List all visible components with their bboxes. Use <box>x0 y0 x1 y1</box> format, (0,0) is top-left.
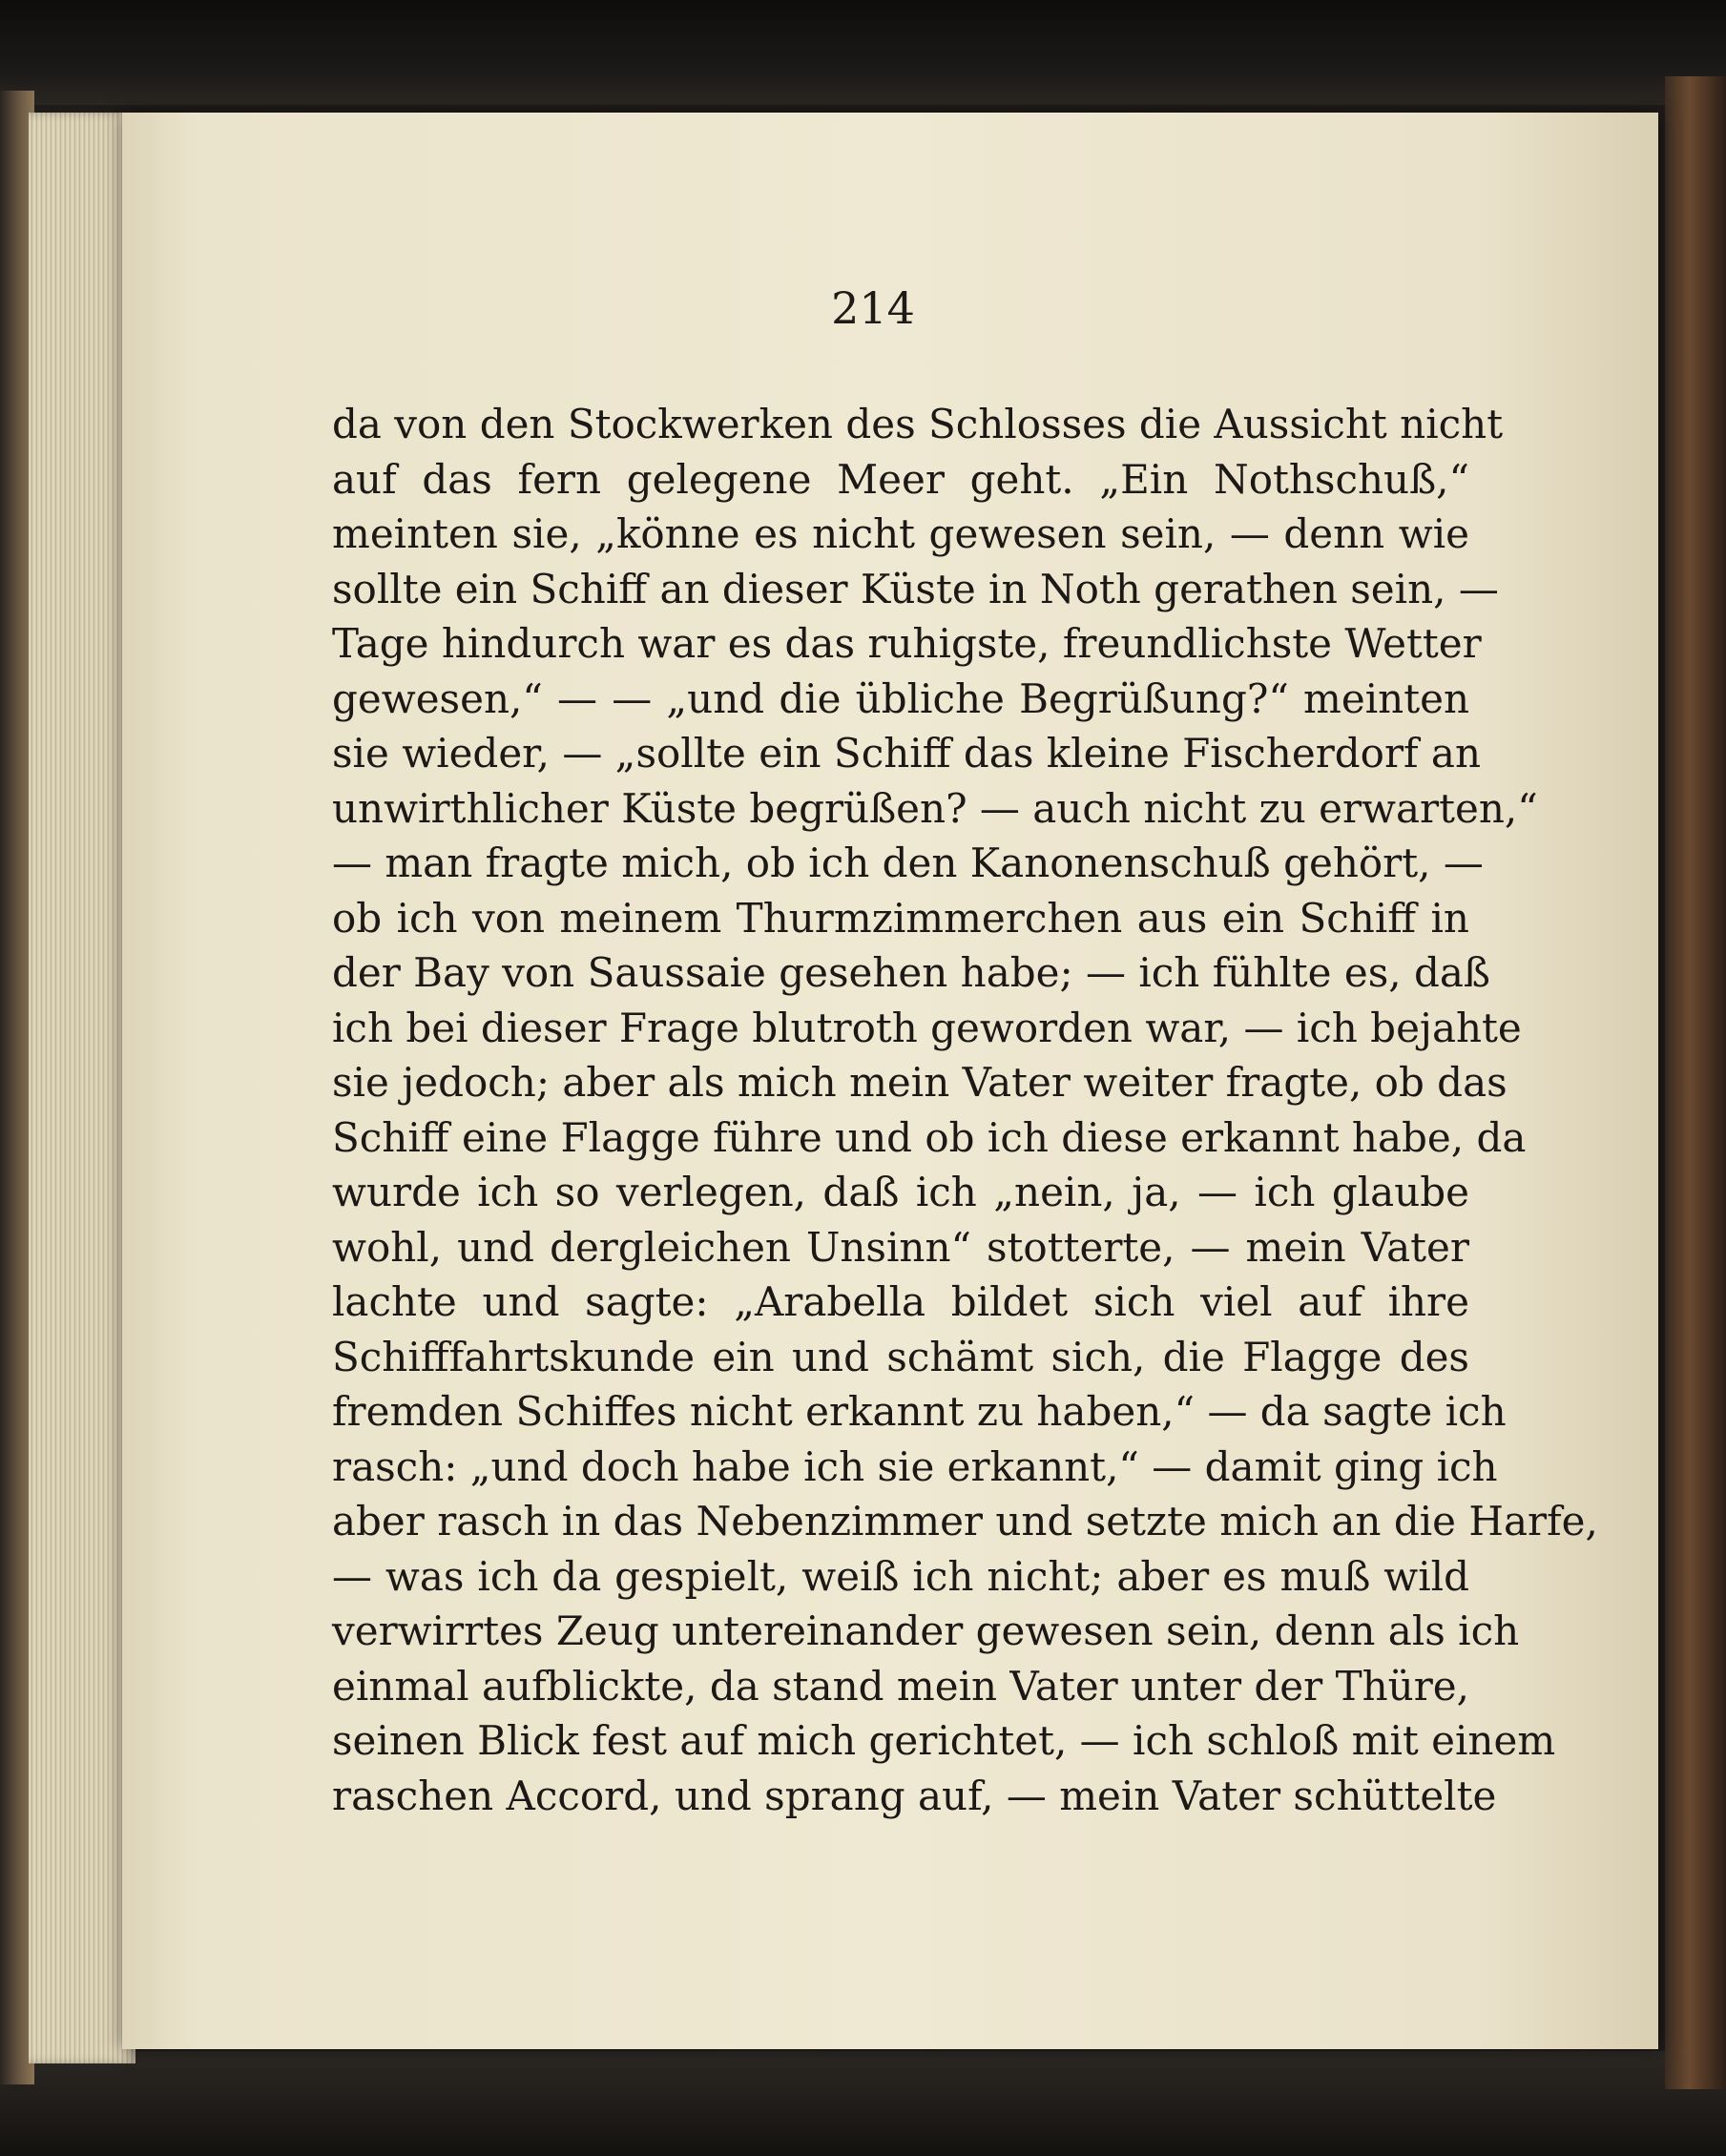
text-line: sie jedoch; aber als mich mein Vater weiter fragte, ob das <box>332 1059 1508 1106</box>
page-number: 214 <box>831 282 915 334</box>
text-line: verwirrtes Zeug untereinander gewesen sein, denn als ich <box>332 1607 1520 1654</box>
page-stack-edges <box>29 113 135 2063</box>
text-line: wurde ich so verlegen, daß ich „nein, ja, — ich glaube <box>332 1169 1469 1215</box>
text-line: ob ich von meinem Thurmzimmerchen aus ein Schiff in <box>332 894 1469 942</box>
text-line: aber rasch in das Nebenzimmer und setzte mich an die Harfe, <box>332 1498 1598 1544</box>
text-line: Tage hindurch war es das ruhigste, freundlichste Wetter <box>332 620 1482 667</box>
text-line: meinten sie, „könne es nicht gewesen sein, — denn wie <box>332 510 1469 557</box>
text-line: ich bei dieser Frage blutroth geworden war, — ich bejahte <box>332 1004 1522 1051</box>
book-page <box>122 113 1658 2049</box>
text-line: einmal aufblickte, da stand mein Vater unter der Thüre, <box>332 1662 1469 1710</box>
book-cover-top <box>0 0 1726 105</box>
binding-right-edge <box>1665 76 1726 2089</box>
text-line: da von den Stockwerken des Schlosses die Aussicht nicht <box>332 401 1504 447</box>
text-line: sollte ein Schiff an dieser Küste in Noth gerathen sein, — <box>332 565 1499 612</box>
text-line: rasch: „und doch habe ich sie erkannt,“ — damit ging ich <box>332 1442 1498 1490</box>
book-cover-bottom <box>0 2051 1726 2156</box>
text-line: — was ich da gespielt, weiß ich nicht; aber es muß wild <box>332 1552 1469 1600</box>
text-line: der Bay von Saussaie gesehen habe; — ich fühlte es, daß <box>332 949 1490 996</box>
text-line: wohl, und dergleichen Unsinn“ stotterte, — mein Vater <box>332 1223 1469 1271</box>
text-line: sie wieder, — „sollte ein Schiff das kleine Fischerdorf an <box>332 730 1482 777</box>
text-line: fremden Schiffes nicht erkannt zu haben,“ — da sagte ich <box>332 1388 1507 1435</box>
page-text-body <box>332 397 1598 1823</box>
text-line: lachte und sagte: „Arabella bildet sich viel auf ihre <box>332 1278 1469 1325</box>
text-line: seinen Blick fest auf mich gerichtet, — ich schloß mit einem <box>332 1717 1556 1764</box>
text-line: raschen Accord, und sprang auf, — mein Vater schüttelte <box>332 1772 1497 1819</box>
text-line: Schiff eine Flagge führe und ob ich diese erkannt habe, da <box>332 1113 1527 1161</box>
text-line: gewesen,“ — — „und die übliche Begrüßung?“ meinten <box>332 674 1469 722</box>
text-line: — man fragte mich, ob ich den Kanonenschuß gehört, — <box>332 840 1484 886</box>
text-line: auf das fern gelegene Meer geht. „Ein Nothschuß,“ <box>332 455 1469 503</box>
text-line: Schifffahrtskunde ein und schämt sich, die Flagge des <box>332 1333 1469 1380</box>
text-line: unwirthlicher Küste begrüßen? — auch nicht zu erwarten,“ <box>332 784 1538 832</box>
